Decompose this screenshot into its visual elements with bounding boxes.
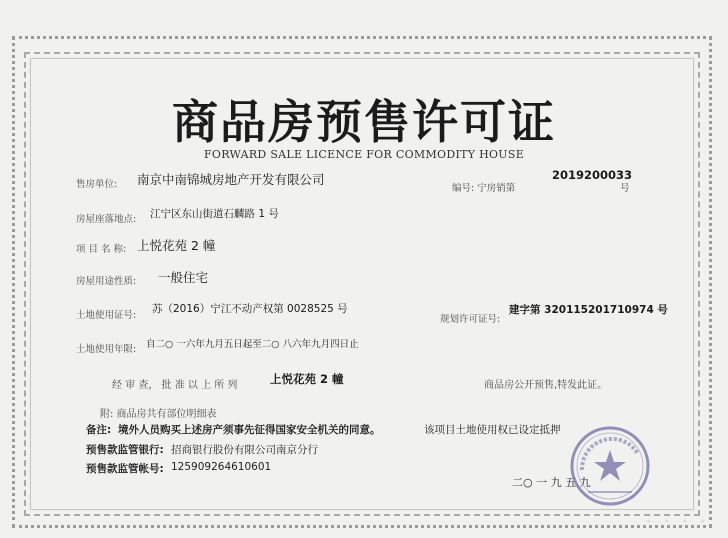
remark-mortgage: 该项目土地使用权已设定抵押: [424, 424, 561, 436]
location-value: 江宁区东山街道石麟路 1 号: [150, 208, 279, 220]
approval-item: 上悦花苑 2 幢: [270, 372, 344, 386]
number-value: 2019200033: [552, 168, 633, 182]
usage-value: 一般住宅: [158, 270, 209, 285]
number-label: 编号: 宁房销第: [452, 183, 516, 194]
land-cert-label: 土地使用证号:: [76, 310, 137, 321]
account-value: 125909264610601: [171, 461, 272, 473]
project-label: 项 目 名 称:: [76, 244, 127, 255]
attachment-note: 附: 商品房共有部位明细表: [100, 409, 217, 420]
seller-value: 南京中南锦城房地产开发有限公司: [137, 172, 325, 187]
project-value: 上悦花苑 2 幢: [137, 238, 216, 253]
approval-suffix: 商品房公开预售,特发此证。: [484, 380, 608, 391]
plan-permit-label: 规划许可证号:: [440, 314, 501, 325]
land-term-label: 土地使用年限:: [76, 344, 137, 355]
issue-date: 二○ 一 九 五 九: [512, 476, 591, 489]
official-seal-icon: [568, 424, 652, 508]
bank-label: 预售款监管银行:: [86, 444, 164, 456]
document-subtitle: FORWARD SALE LICENCE FOR COMMODITY HOUSE: [203, 148, 525, 161]
seller-label: 售房单位:: [76, 179, 118, 190]
usage-label: 房屋用途性质:: [76, 276, 137, 287]
plan-permit-value: 建字第 320115201710974 号: [509, 304, 668, 316]
location-label: 房屋座落地点:: [76, 214, 137, 225]
bank-value: 招商银行股份有限公司南京分行: [171, 444, 318, 456]
number-suffix: 号: [620, 183, 630, 194]
document-title: 商品房预售许可证: [172, 95, 556, 149]
land-cert-value: 苏（2016）宁江不动产权第 0028525 号: [152, 303, 348, 315]
land-term-value: 自二○ 一六年九月五日起至二○ 八六年九月四日止: [146, 339, 359, 350]
remark-text: 境外人员购买上述房产须事先征得国家安全机关的同意。: [118, 424, 381, 436]
account-label: 预售款监管帐号:: [86, 463, 164, 475]
watermark: • • • •: [645, 515, 710, 528]
remark-label: 备注:: [86, 424, 112, 436]
approval-prefix: 经 审 查， 批 准 以 上 所 列: [112, 380, 238, 391]
